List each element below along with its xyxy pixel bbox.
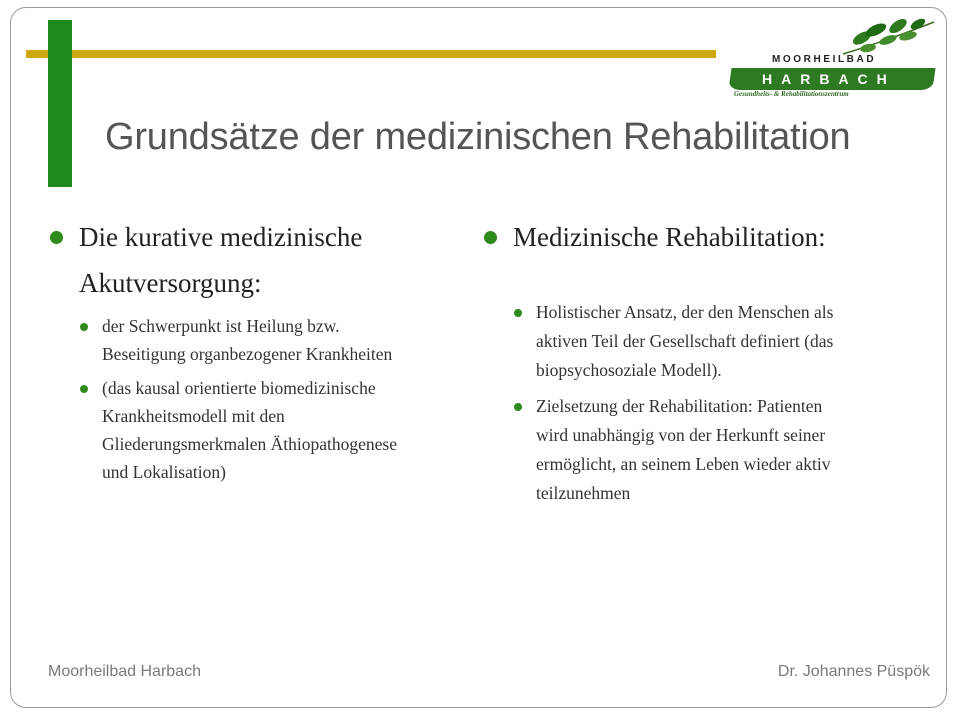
- bullet-dot-icon: [80, 385, 88, 393]
- slide-title: Grundsätze der medizinischen Rehabilitation: [105, 116, 851, 158]
- right-bullet-1-line2: aktiven Teil der Gesellschaft definiert (das: [536, 331, 834, 351]
- left-bullet-2: [80, 374, 480, 494]
- left-heading-bullet: [50, 216, 480, 306]
- bullet-dot-icon: [514, 403, 522, 411]
- gold-accent-bar: [26, 50, 716, 58]
- bullet-dot-icon: [50, 231, 63, 244]
- bullet-dot-icon: [80, 323, 88, 331]
- green-accent-bar: [48, 20, 72, 187]
- left-bullet-1-line1: der Schwerpunkt ist Heilung bzw.: [102, 316, 340, 336]
- right-bullet-1: [514, 298, 924, 388]
- left-bullet-2-line1: (das kausal orientierte biomedizinische: [102, 378, 376, 398]
- harbach-logo: [728, 14, 940, 104]
- right-bullet-2-line2: wird unabhängig von der Herkunft seiner: [536, 425, 826, 445]
- left-heading-line1: Die kurative medizinische: [79, 222, 363, 252]
- right-bullet-2-line4: teilzunehmen: [536, 483, 631, 503]
- left-bullet-1: [80, 312, 480, 372]
- left-bullet-2-line4: und Lokalisation): [102, 462, 226, 482]
- right-heading-bullet: [484, 216, 914, 262]
- left-bullet-2-line2: Krankheitsmodell mit den: [102, 406, 285, 426]
- logo-name: HARBACH: [762, 71, 896, 87]
- left-bullet-2-line3: Gliederungsmerkmalen Äthiopathogenese: [102, 434, 397, 454]
- left-heading-line2: Akutversorgung:: [79, 268, 262, 298]
- right-bullet-1-line3: biopsychosoziale Modell).: [536, 360, 722, 380]
- footer-right: Dr. Johannes Püspök: [777, 663, 930, 680]
- logo-top-text: MOORHEILBAD: [772, 54, 877, 65]
- right-bullet-1-line1: Holistischer Ansatz, der den Menschen als: [536, 302, 834, 322]
- bullet-dot-icon: [484, 231, 497, 244]
- right-heading: Medizinische Rehabilitation:: [513, 222, 826, 252]
- right-bullet-2-line1: Zielsetzung der Rehabilitation: Patienten: [536, 396, 823, 416]
- right-bullet-2: [514, 392, 924, 512]
- bullet-dot-icon: [514, 309, 522, 317]
- left-bullet-1-line2: Beseitigung organbezogener Krankheiten: [102, 344, 393, 364]
- logo-subtitle: Gesundheits- & Rehabilitationszentrum: [734, 90, 849, 98]
- right-bullet-2-line3: ermöglicht, an seinem Leben wieder aktiv: [536, 454, 831, 474]
- footer-left: Moorheilbad Harbach: [48, 663, 201, 680]
